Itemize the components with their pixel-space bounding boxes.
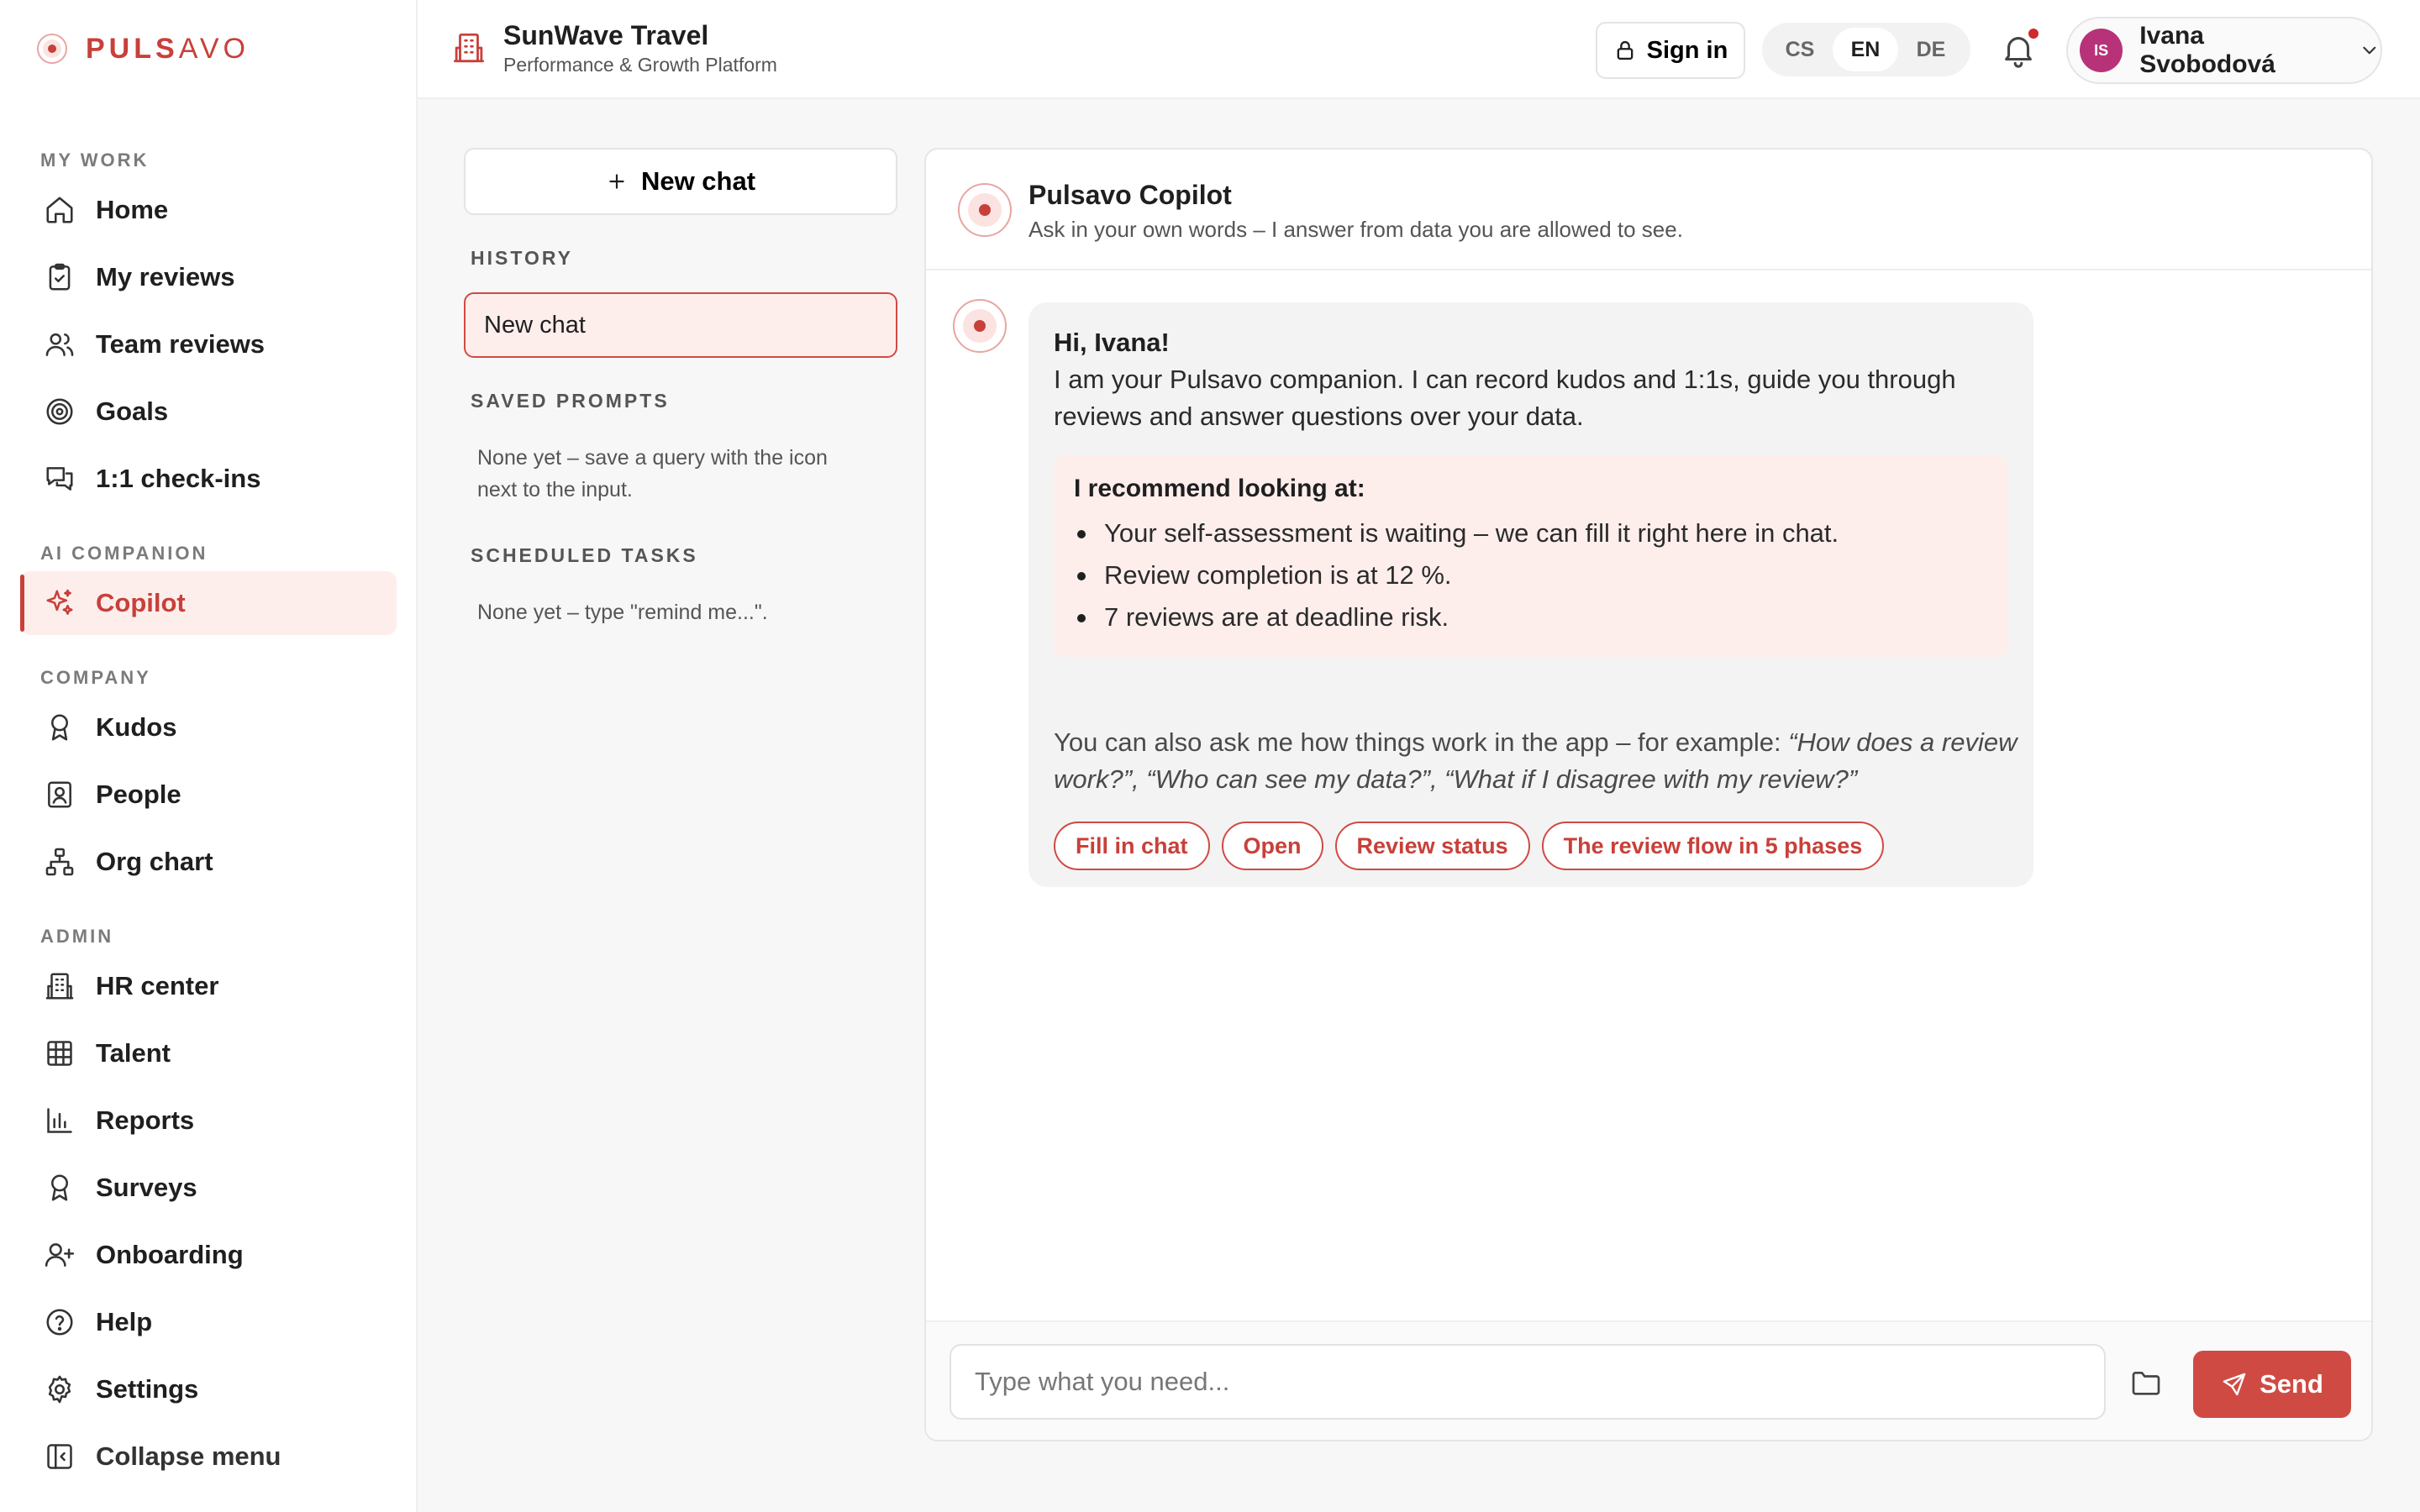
history-title: HISTORY [471,247,573,269]
notification-dot [2027,27,2040,40]
pulse-logo-icon [35,32,69,66]
assistant-message [1028,302,2033,887]
sidebar-item-label: Onboarding [96,1240,244,1269]
target-icon [44,396,76,428]
sidebar-item-copilot[interactable] [20,571,397,635]
history-item[interactable]: New chat [464,292,897,358]
chip-open[interactable]: Open [1222,822,1323,870]
grid-icon [44,1037,76,1069]
new-chat-button[interactable] [464,148,897,215]
clipboard-check-icon [44,261,76,293]
award-icon [44,1172,76,1204]
copilot-avatar-icon [951,297,1008,354]
sidebar-item-goals[interactable] [20,380,397,444]
language-option-cs[interactable]: CS [1785,37,1815,61]
language-switcher [1762,23,1970,76]
list-item: Your self-assessment is waiting – we can fill it right here in chat. [1074,512,1988,554]
nav-section-company: COMPANY [40,667,151,688]
copilot-logo-icon [956,181,1013,239]
sidebar-item-team-reviews[interactable] [20,312,397,376]
send-label: Send [2260,1369,2323,1399]
sidebar-item-hr-center[interactable] [20,954,397,1018]
sidebar-item-people[interactable] [20,763,397,827]
main-nav [20,134,397,1488]
top-header [418,0,2420,99]
sidebar-item-label: Help [96,1307,153,1336]
sidebar-item-settings[interactable] [20,1357,397,1421]
logo[interactable] [35,30,250,67]
message-intro: I am your Pulsavo companion. I can record kudos and 1:1s, guide you through reviews and answer questions over your data. [1054,365,1956,431]
gear-icon [44,1373,76,1405]
help-examples-prefix: You can also ask me how things work in the app – for example: [1054,727,1789,757]
sidebar-item-help[interactable] [20,1290,397,1354]
help-examples-questions: “How does a review work?”, “Who can see my data?”, “What if I disagree with my review?” [1054,727,2018,794]
sidebar-item-talent[interactable] [20,1021,397,1085]
plus-icon [606,171,628,192]
message-composer [926,1320,2371,1440]
message-greeting: Hi, Ivana! [1054,328,1170,357]
contact-card-icon [44,779,76,811]
saved-prompts-note: None yet – save a query with the icon next to the input. [477,446,828,501]
building-icon [451,30,487,66]
nav-section-ai: AI COMPANION [40,543,208,564]
sidebar-item-label: My reviews [96,262,235,291]
org-name: SunWave Travel [503,20,709,50]
logo-text: PULSAVO [86,32,250,65]
org-chart-icon [44,846,76,878]
collapse-sidebar-icon [44,1441,76,1473]
sidebar-item-label: HR center [96,971,219,1000]
nav-section-admin: ADMIN [40,926,114,947]
scheduled-tasks-note: None yet – type "remind me...". [477,601,768,624]
sidebar-item-label: Surveys [96,1173,197,1202]
user-plus-icon [44,1239,76,1271]
language-option-de[interactable]: DE [1916,37,1946,61]
sidebar-item-surveys[interactable] [20,1156,397,1220]
scheduled-tasks-title: SCHEDULED TASKS [471,544,698,566]
sidebar-item-checkins[interactable] [20,447,397,511]
suggestion-chips [1054,822,1896,870]
chip-review-status[interactable]: Review status [1335,822,1530,870]
new-chat-label: New chat [640,166,756,196]
sidebar-item-label: Org chart [96,847,213,876]
sparkles-icon [44,587,76,619]
sidebar-item-label: Goals [96,396,169,426]
send-icon [2221,1371,2248,1398]
users-icon [44,328,76,360]
message-input[interactable] [950,1344,2106,1420]
sidebar-item-label: Collapse menu [96,1441,281,1471]
building-icon [44,970,76,1002]
chip-fill-in-chat[interactable]: Fill in chat [1054,822,1210,870]
sidebar-item-label: Reports [96,1105,195,1135]
home-icon [44,194,76,226]
user-menu[interactable] [2066,17,2382,84]
sidebar-item-label: Home [96,195,169,224]
org-subtitle: Performance & Growth Platform [503,54,777,76]
chat-title: Pulsavo Copilot [1028,180,1232,210]
list-item: Review completion is at 12 %. [1074,554,1988,596]
recommendations-title: I recommend looking at: [1074,475,1365,502]
sidebar-item-label: Kudos [96,712,177,742]
sidebar-item-onboarding[interactable] [20,1223,397,1287]
sign-in-button[interactable] [1596,22,1745,79]
sidebar [0,0,418,1512]
send-button[interactable] [2193,1351,2351,1418]
org-info [451,18,777,77]
chat-window [924,148,2373,1441]
folder-icon[interactable] [2129,1366,2163,1399]
sidebar-item-reports[interactable] [20,1089,397,1152]
avatar: IS [2080,29,2123,72]
collapse-menu-button[interactable] [20,1425,397,1488]
language-option-en[interactable]: EN [1833,28,1898,71]
sidebar-item-org-chart[interactable] [20,830,397,894]
sidebar-item-label: Talent [96,1038,171,1068]
sidebar-item-label: People [96,780,182,809]
sidebar-item-my-reviews[interactable] [20,245,397,309]
help-examples-text [1054,724,2020,798]
help-circle-icon [44,1306,76,1338]
recommendations-box [1054,455,2008,657]
chip-review-flow[interactable]: The review flow in 5 phases [1542,822,1885,870]
chat-bubbles-icon [44,463,76,495]
chat-subtitle: Ask in your own words – I answer from data you are allowed to see. [1028,217,1683,242]
sidebar-item-home[interactable] [20,178,397,242]
sidebar-item-label: 1:1 check-ins [96,464,261,493]
sidebar-item-label: Team reviews [96,329,266,359]
user-name: Ivana Svobodová [2139,22,2275,78]
sign-in-label: Sign in [1646,36,1728,64]
chat-header [926,150,2371,270]
sidebar-item-label: Copilot [96,588,186,617]
award-icon [44,711,76,743]
recommendations-list [1074,512,1988,638]
list-item: 7 reviews are at deadline risk. [1074,596,1988,638]
chevron-down-icon [2359,39,2381,61]
bar-chart-icon [44,1105,76,1137]
sidebar-item-label: Settings [96,1374,199,1404]
sidebar-item-kudos[interactable] [20,696,397,759]
lock-icon [1613,39,1637,62]
saved-prompts-title: SAVED PROMPTS [471,390,670,412]
nav-section-my-work: MY WORK [40,150,150,171]
